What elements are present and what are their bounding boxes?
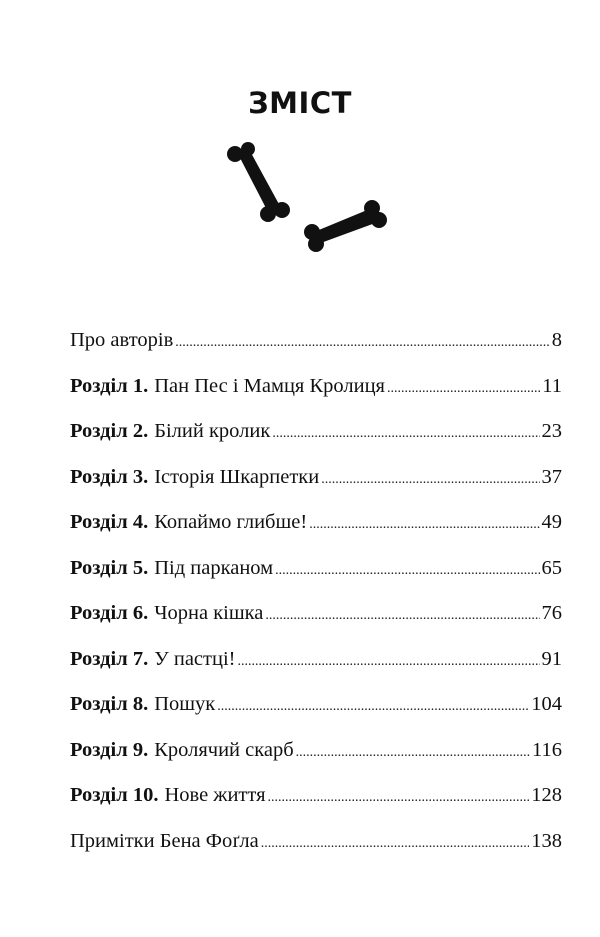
bone-icon	[302, 196, 388, 254]
table-of-contents	[70, 318, 562, 864]
dot-leader	[261, 819, 530, 867]
page-number: 76	[541, 602, 562, 624]
chapter-label: Розділ 6.	[70, 602, 149, 624]
dot-leader	[265, 591, 539, 639]
dot-leader	[237, 637, 539, 685]
page-number: 23	[541, 420, 562, 442]
page-number: 91	[541, 647, 562, 670]
toc-entry	[70, 546, 562, 592]
dot-leader	[296, 728, 530, 776]
dot-leader	[275, 546, 539, 594]
page-title: ЗМІСТ	[248, 86, 352, 120]
toc-entry	[70, 773, 562, 819]
chapter-title: Білий кролик	[154, 420, 271, 442]
toc-entry	[70, 409, 562, 455]
toc-entry	[70, 455, 562, 501]
dot-leader	[175, 318, 549, 366]
page-number: 104	[531, 693, 562, 715]
chapter-label: Розділ 8.	[70, 693, 149, 715]
chapter-title: У пастці!	[154, 647, 236, 670]
chapter-title: Кролячий скарб	[154, 738, 294, 761]
bone-icon	[222, 140, 298, 226]
dot-leader	[268, 773, 530, 821]
chapter-label: Розділ 2.	[70, 420, 149, 442]
toc-entry	[70, 637, 562, 683]
dot-leader	[309, 500, 539, 548]
toc-entry	[70, 591, 562, 637]
chapter-title: Історія Шкарпетки	[154, 465, 320, 488]
toc-entry	[70, 364, 562, 410]
toc-entry	[70, 318, 562, 364]
dot-leader	[272, 409, 539, 457]
page-number: 11	[542, 374, 562, 397]
dot-leader	[321, 455, 539, 503]
dot-leader	[217, 682, 529, 730]
chapter-title: Нове життя	[164, 784, 266, 806]
page-number: 37	[541, 465, 562, 488]
chapter-title: Копаймо глибше!	[154, 511, 308, 533]
chapter-label: Розділ 7.	[70, 647, 149, 670]
chapter-title: Під парканом	[154, 556, 274, 579]
toc-entry	[70, 500, 562, 546]
page-number: 116	[532, 738, 562, 761]
chapter-title: Пошук	[154, 693, 216, 715]
chapter-label: Розділ 9.	[70, 738, 149, 761]
toc-entry	[70, 819, 562, 865]
chapter-title: Про авторів	[70, 329, 174, 351]
toc-entry	[70, 728, 562, 774]
chapter-title: Пан Пес і Мамця Кролиця	[154, 374, 385, 397]
page-number: 65	[541, 556, 562, 579]
page-number: 138	[531, 829, 562, 852]
page-number: 8	[551, 329, 562, 351]
chapter-title: Чорна кішка	[154, 602, 264, 624]
page-number: 49	[541, 511, 562, 533]
chapter-title: Примітки Бена Фоґла	[70, 829, 259, 852]
toc-entry	[70, 682, 562, 728]
dot-leader	[387, 364, 540, 412]
chapter-label: Розділ 4.	[70, 511, 149, 533]
chapter-label: Розділ 3.	[70, 465, 149, 488]
chapter-label: Розділ 1.	[70, 374, 149, 397]
chapter-label: Розділ 5.	[70, 556, 149, 579]
page-number: 128	[531, 784, 562, 806]
chapter-label: Розділ 10.	[70, 784, 159, 806]
